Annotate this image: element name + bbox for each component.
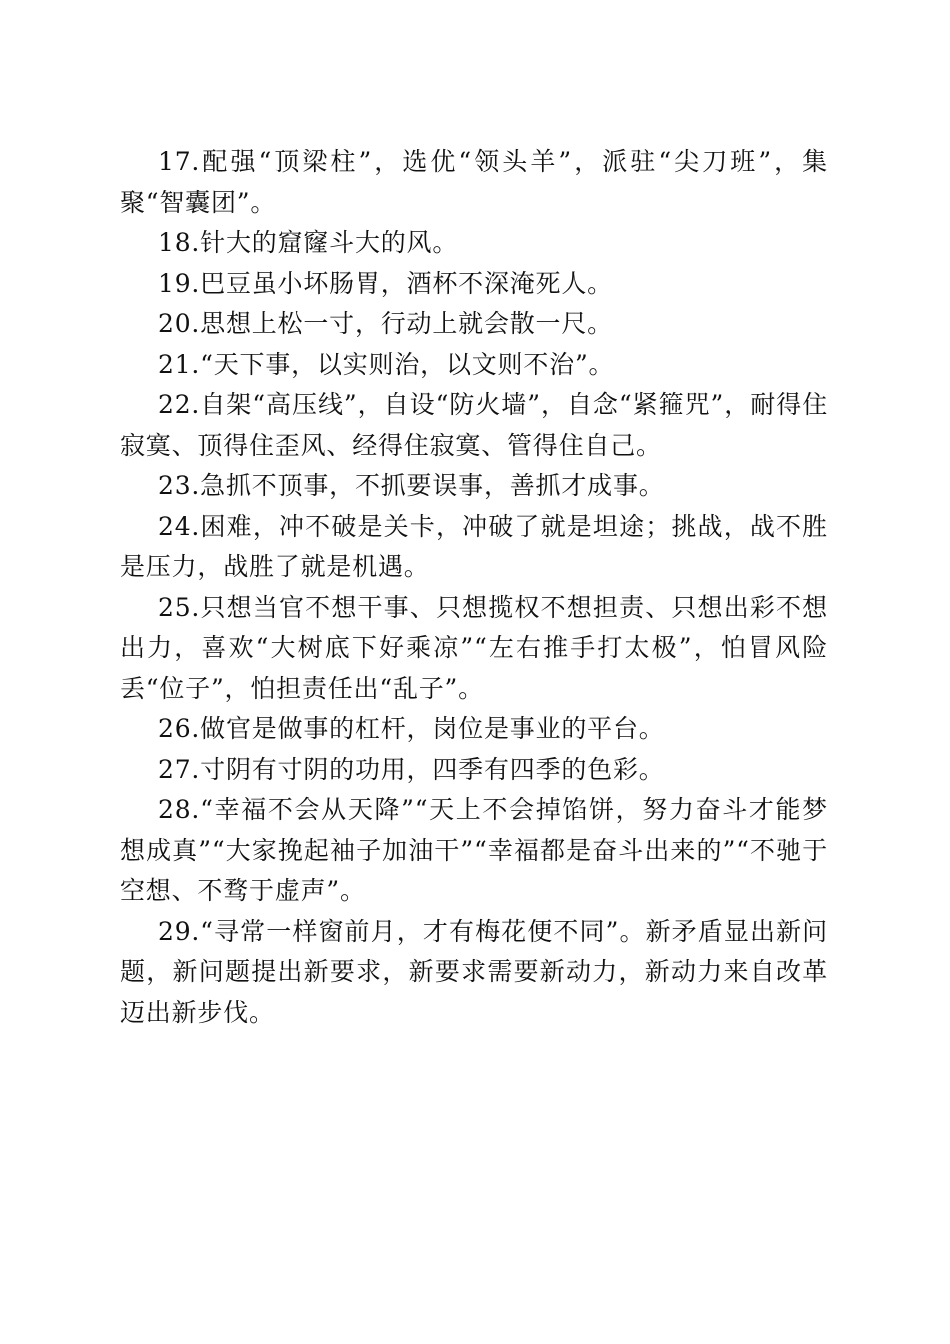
paragraph-20: 20.思想上松一寸，行动上就会散一尺。 <box>158 309 613 338</box>
paragraph-22: 22.自架“高压线”，自设“防火墙”，自念“紧箍咒”，耐得住寂寞、顶得住歪风、经得住寂寞、管得住自己。 <box>120 390 828 460</box>
paragraph-27: 27.寸阴有寸阴的功用，四季有四季的色彩。 <box>158 754 665 784</box>
document-body <box>120 142 828 1033</box>
paragraph-17: 17.配强“顶梁柱”，选优“领头羊”，派驻“尖刀班”，集聚“智囊团”。 <box>120 147 828 217</box>
paragraph-26: 26.做官是做事的杠杆，岗位是事业的平台。 <box>158 714 665 743</box>
paragraph-18: 18.针大的窟窿斗大的风。 <box>158 228 459 257</box>
paragraph-21: 21.“天下事，以实则治，以文则不治”。 <box>158 349 615 379</box>
paragraph-25: 25.只想当官不想干事、只想揽权不想担责、只想出彩不想出力，喜欢“大树底下好乘凉”“左右推手打太极”，怕冒风险丢“位子”，怕担责任出“乱子”。 <box>120 592 828 703</box>
paragraph-23: 23.急抓不顶事，不抓要误事，善抓才成事。 <box>158 471 665 500</box>
paragraph-24: 24.困难，冲不破是关卡，冲破了就是坦途；挑战，战不胜是压力，战胜了就是机遇。 <box>120 511 828 581</box>
paragraph-28: 28.“幸福不会从天降”“天上不会掉馅饼，努力奋斗才能梦想成真”“大家挽起袖子加油干”“幸福都是奋斗出来的”“不驰于空想、不骛于虚声”。 <box>120 795 828 905</box>
paragraph-29: 29.“寻常一样窗前月，才有梅花便不同”。新矛盾显出新问题，新问题提出新要求，新要求需要新动力，新动力来自改革迈出新步伐。 <box>120 916 828 1027</box>
paragraph-19: 19.巴豆虽小坏肠胃，酒杯不深淹死人。 <box>158 268 613 298</box>
